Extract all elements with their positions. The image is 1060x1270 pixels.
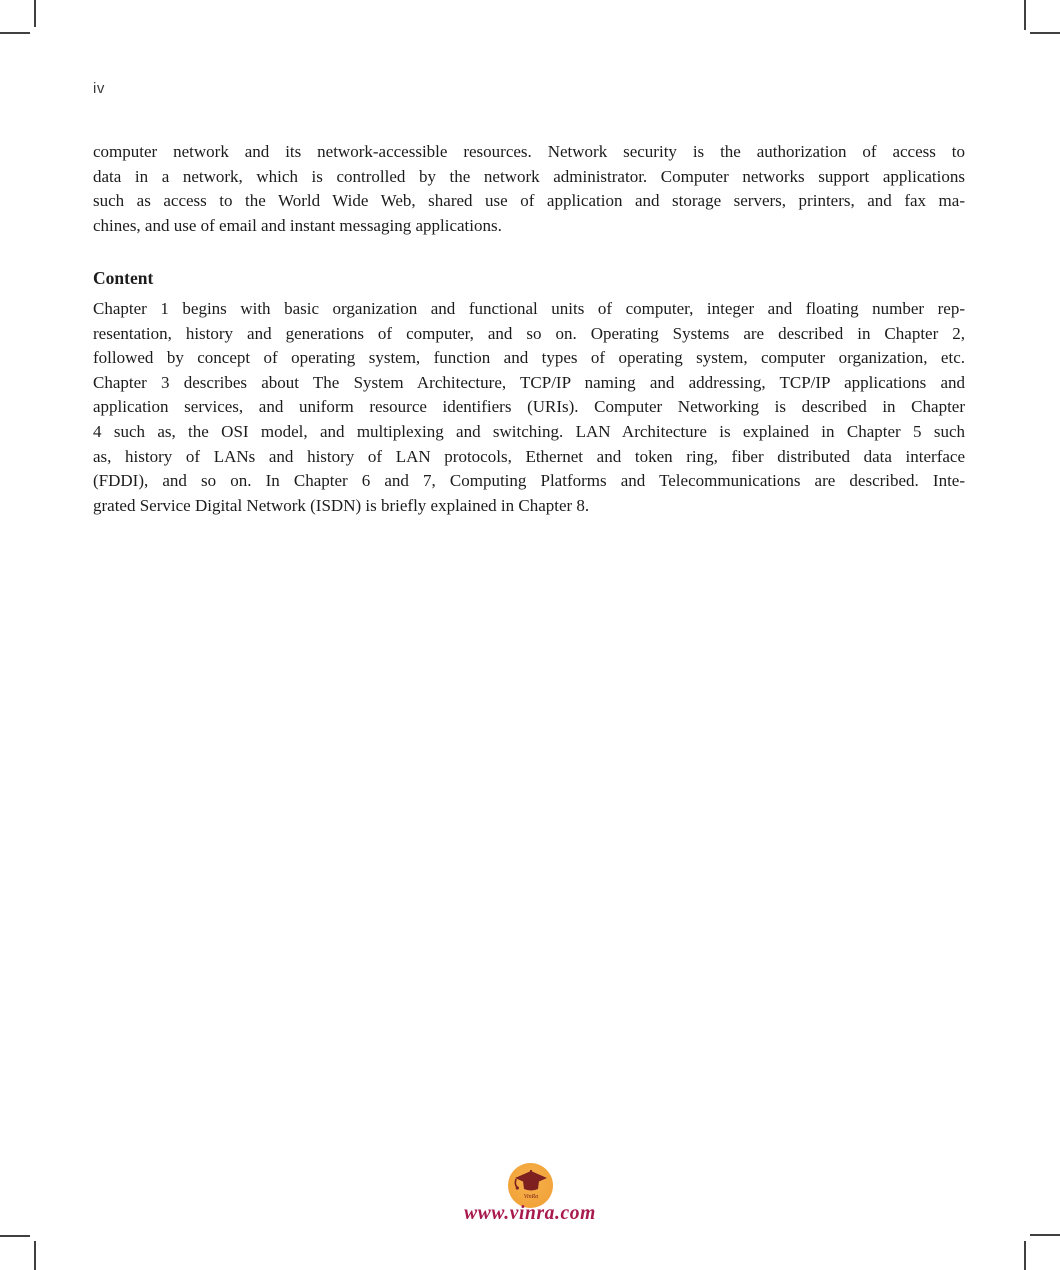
text-line: Chapter 3 describes about The System Architecture, TCP/IP naming and addressing, TCP/IP applications and: [93, 372, 965, 392]
text-line: followed by concept of operating system, function and types of operating system, computer organization, etc.: [93, 348, 965, 368]
publisher-logo: [508, 1163, 553, 1208]
text-line: resentation, history and generations of computer, and so on. Operating Systems are described in Chapter 2,: [93, 323, 965, 343]
crop-mark-bottom-right-vertical: [1024, 1241, 1026, 1270]
text-line: Chapter 1 begins with basic organization and functional units of computer, integer and floating number rep-: [93, 299, 965, 318]
text-line: computer network and its network-accessible resources. Network security is the authorization of access to: [93, 142, 965, 161]
graduation-cap-icon: [508, 1163, 553, 1208]
crop-mark-top-left-vertical: [34, 0, 36, 27]
intro-paragraph: [93, 140, 965, 238]
crop-mark-bottom-left-horizontal: [0, 1235, 30, 1237]
text-line: such as access to the World Wide Web, shared use of application and storage servers, printers, and fax ma-: [93, 191, 965, 211]
page-number: iv: [93, 80, 105, 97]
crop-mark-bottom-left-vertical: [34, 1241, 36, 1270]
website-url: www.vinra.com: [464, 1203, 596, 1224]
text-line: data in a network, which is controlled by the network administrator. Computer networks support applications: [93, 166, 965, 186]
crop-mark-top-left-horizontal: [0, 32, 30, 34]
text-line: chines, and use of email and instant messaging applications.: [93, 215, 502, 235]
content-paragraph: [93, 297, 965, 518]
section-heading: Content: [93, 268, 154, 288]
text-line: as, history of LANs and history of LAN protocols, Ethernet and token ring, fiber distributed data interface: [93, 446, 965, 466]
text-line: 4 such as, the OSI model, and multiplexing and switching. LAN Architecture is explained in Chapter 5 such: [93, 421, 965, 441]
text-line: grated Service Digital Network (ISDN) is briefly explained in Chapter 8.: [93, 495, 590, 515]
text-line: (FDDI), and so on. In Chapter 6 and 7, Computing Platforms and Telecommunications are described. Inte-: [93, 471, 965, 491]
crop-mark-top-right-vertical: [1024, 0, 1026, 30]
crop-mark-bottom-right-horizontal: [1030, 1234, 1060, 1236]
crop-mark-top-right-horizontal: [1030, 32, 1060, 34]
text-line: application services, and uniform resource identifiers (URIs). Computer Networking is described in Chapter: [93, 397, 965, 417]
logo-script-text: VinRa: [523, 1194, 539, 1200]
